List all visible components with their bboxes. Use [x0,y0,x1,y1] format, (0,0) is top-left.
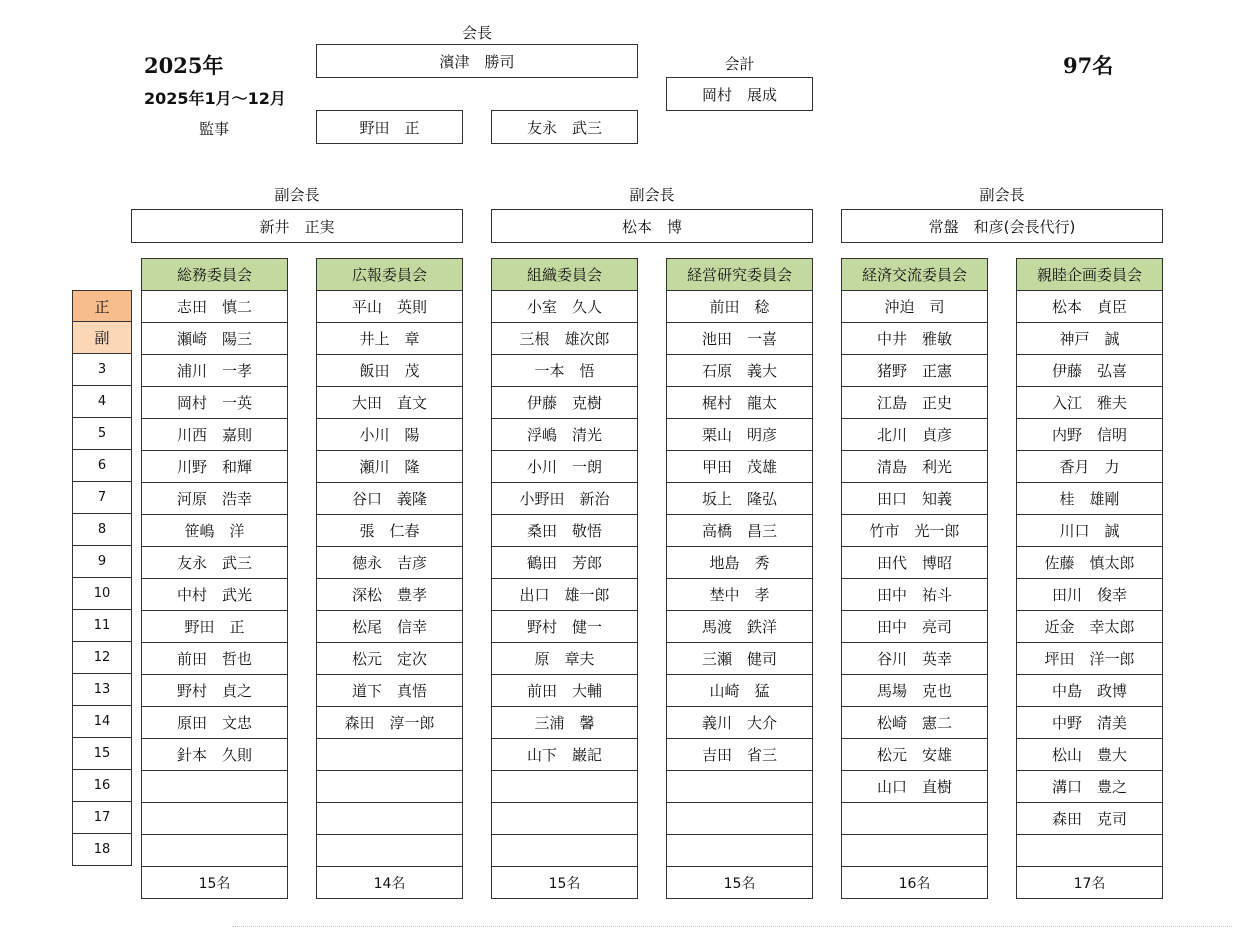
committee-total: 14名 [316,867,463,899]
committee-header: 経済交流委員会 [841,258,988,291]
auditor-name: 野田 正 [316,110,463,144]
member-cell: 松尾 信幸 [316,611,463,643]
row-number-column [72,290,132,866]
member-cell: 前田 大輔 [491,675,638,707]
member-cell: 飯田 茂 [316,355,463,387]
member-cell: 森田 克司 [1016,803,1163,835]
member-cell: 平山 英則 [316,291,463,323]
committee-total: 16名 [841,867,988,899]
member-cell: 清島 利光 [841,451,988,483]
member-cell: 池田 一喜 [666,323,813,355]
member-cell: 瀬川 隆 [316,451,463,483]
member-cell: 三根 雄次郎 [491,323,638,355]
row-number: 正 [72,290,132,322]
row-number: 11 [72,610,132,642]
member-cell: 梶村 龍太 [666,387,813,419]
member-cell: 笹嶋 洋 [141,515,288,547]
member-cell [491,803,638,835]
member-cell: 松元 安雄 [841,739,988,771]
member-cell: 前田 哲也 [141,643,288,675]
member-cell [666,771,813,803]
committee-column [666,258,813,899]
treasurer-name: 岡村 展成 [666,77,813,111]
committee-column [141,258,288,899]
member-cell: 小野田 新治 [491,483,638,515]
member-cell: 桂 雄剛 [1016,483,1163,515]
member-cell: 吉田 省三 [666,739,813,771]
member-cell [841,803,988,835]
president-label: 会長 [461,24,492,42]
period-label: 2025年1月～12月 [144,89,286,108]
committee-column [491,258,638,899]
member-cell [316,771,463,803]
committee-column [1016,258,1163,899]
member-cell: 松本 貞臣 [1016,291,1163,323]
member-cell: 山下 巌記 [491,739,638,771]
member-cell: 田口 知義 [841,483,988,515]
member-total: 97名 [1063,53,1114,78]
vice-president-label: 副会長 [629,186,675,204]
member-cell: 坪田 洋一郎 [1016,643,1163,675]
member-cell: 石原 義大 [666,355,813,387]
member-cell [1016,835,1163,867]
row-number: 17 [72,802,132,834]
member-cell: 小川 陽 [316,419,463,451]
member-cell: 埜中 孝 [666,579,813,611]
row-number: 15 [72,738,132,770]
member-cell: 義川 大介 [666,707,813,739]
vice-president-label: 副会長 [274,186,320,204]
member-cell: 友永 武三 [141,547,288,579]
committee-column [316,258,463,899]
member-cell [316,803,463,835]
member-cell: 佐藤 慎太郎 [1016,547,1163,579]
member-cell: 張 仁春 [316,515,463,547]
row-number: 5 [72,418,132,450]
member-cell [491,771,638,803]
member-cell: 地島 秀 [666,547,813,579]
member-cell: 中野 清美 [1016,707,1163,739]
member-cell: 香月 力 [1016,451,1163,483]
member-cell: 谷口 義隆 [316,483,463,515]
member-cell: 浮嶋 清光 [491,419,638,451]
member-cell: 沖迫 司 [841,291,988,323]
committee-total: 15名 [666,867,813,899]
member-cell: 中井 雅敏 [841,323,988,355]
member-cell: 野村 貞之 [141,675,288,707]
member-cell: 川野 和輝 [141,451,288,483]
auditor-label: 監事 [199,120,230,138]
member-cell [491,835,638,867]
member-cell: 高橋 昌三 [666,515,813,547]
member-cell: 小室 久人 [491,291,638,323]
member-cell: 浦川 一孝 [141,355,288,387]
member-cell: 中村 武光 [141,579,288,611]
committee-total: 15名 [141,867,288,899]
member-cell: 山口 直樹 [841,771,988,803]
member-cell: 坂上 隆弘 [666,483,813,515]
member-cell: 三浦 馨 [491,707,638,739]
committee-header: 経営研究委員会 [666,258,813,291]
committee-header: 総務委員会 [141,258,288,291]
committee-header: 親睦企画委員会 [1016,258,1163,291]
member-cell: 谷川 英幸 [841,643,988,675]
member-cell: 江島 正史 [841,387,988,419]
member-cell: 中島 政博 [1016,675,1163,707]
member-cell: 大田 直文 [316,387,463,419]
member-cell [666,835,813,867]
row-number: 7 [72,482,132,514]
member-cell: 山崎 猛 [666,675,813,707]
vice-president-name: 松本 博 [491,209,813,243]
member-cell: 原 章夫 [491,643,638,675]
member-cell: 徳永 吉彦 [316,547,463,579]
member-cell: 松山 豊大 [1016,739,1163,771]
member-cell: 内野 信明 [1016,419,1163,451]
page-break-line [232,926,1232,927]
row-number: 14 [72,706,132,738]
member-cell: 出口 雄一郎 [491,579,638,611]
member-cell: 野田 正 [141,611,288,643]
member-cell: 田中 亮司 [841,611,988,643]
vice-president-label: 副会長 [979,186,1025,204]
row-number: 6 [72,450,132,482]
row-number: 4 [72,386,132,418]
member-cell: 小川 一朗 [491,451,638,483]
member-cell [841,835,988,867]
member-cell: 田川 俊幸 [1016,579,1163,611]
member-cell: 深松 豊孝 [316,579,463,611]
member-cell [141,771,288,803]
row-number: 8 [72,514,132,546]
member-cell: 伊藤 克樹 [491,387,638,419]
vice-president-name: 新井 正実 [131,209,463,243]
committee-header: 組織委員会 [491,258,638,291]
member-cell: 三瀬 健司 [666,643,813,675]
member-cell [141,803,288,835]
member-cell: 森田 淳一郎 [316,707,463,739]
row-number: 9 [72,546,132,578]
member-cell: 竹市 光一郎 [841,515,988,547]
treasurer-label: 会計 [724,55,755,73]
member-cell: 猪野 正憲 [841,355,988,387]
row-number: 3 [72,354,132,386]
committee-total: 17名 [1016,867,1163,899]
committee-column [841,258,988,899]
member-cell: 馬渡 鉄洋 [666,611,813,643]
member-cell: 志田 慎二 [141,291,288,323]
member-cell [316,739,463,771]
auditor-name: 友永 武三 [491,110,638,144]
member-cell: 神戸 誠 [1016,323,1163,355]
row-number: 12 [72,642,132,674]
member-cell: 鶴田 芳郎 [491,547,638,579]
member-cell: 北川 貞彦 [841,419,988,451]
member-cell [141,835,288,867]
row-number: 18 [72,834,132,866]
member-cell: 原田 文忠 [141,707,288,739]
member-cell: 松崎 憲二 [841,707,988,739]
member-cell: 針本 久則 [141,739,288,771]
member-cell: 前田 稔 [666,291,813,323]
member-cell: 瀬崎 陽三 [141,323,288,355]
member-cell: 入江 雅夫 [1016,387,1163,419]
member-cell [666,803,813,835]
member-cell: 道下 真悟 [316,675,463,707]
row-number: 13 [72,674,132,706]
member-cell: 川西 嘉則 [141,419,288,451]
row-number: 副 [72,322,132,354]
president-name: 濱津 勝司 [316,44,638,78]
member-cell: 野村 健一 [491,611,638,643]
member-cell: 馬場 克也 [841,675,988,707]
committee-total: 15名 [491,867,638,899]
row-number: 16 [72,770,132,802]
member-cell: 川口 誠 [1016,515,1163,547]
member-cell: 一本 悟 [491,355,638,387]
member-cell: 伊藤 弘喜 [1016,355,1163,387]
member-cell: 溝口 豊之 [1016,771,1163,803]
member-cell: 桑田 敬悟 [491,515,638,547]
member-cell: 岡村 一英 [141,387,288,419]
member-cell: 近金 幸太郎 [1016,611,1163,643]
year-label: 2025年 [144,53,224,78]
vice-president-name: 常盤 和彦(会長代行) [841,209,1163,243]
committee-header: 広報委員会 [316,258,463,291]
member-cell: 田代 博昭 [841,547,988,579]
member-cell: 河原 浩幸 [141,483,288,515]
member-cell: 田中 祐斗 [841,579,988,611]
row-number: 10 [72,578,132,610]
member-cell [316,835,463,867]
member-cell: 松元 定次 [316,643,463,675]
member-cell: 井上 章 [316,323,463,355]
member-cell: 甲田 茂雄 [666,451,813,483]
member-cell: 栗山 明彦 [666,419,813,451]
